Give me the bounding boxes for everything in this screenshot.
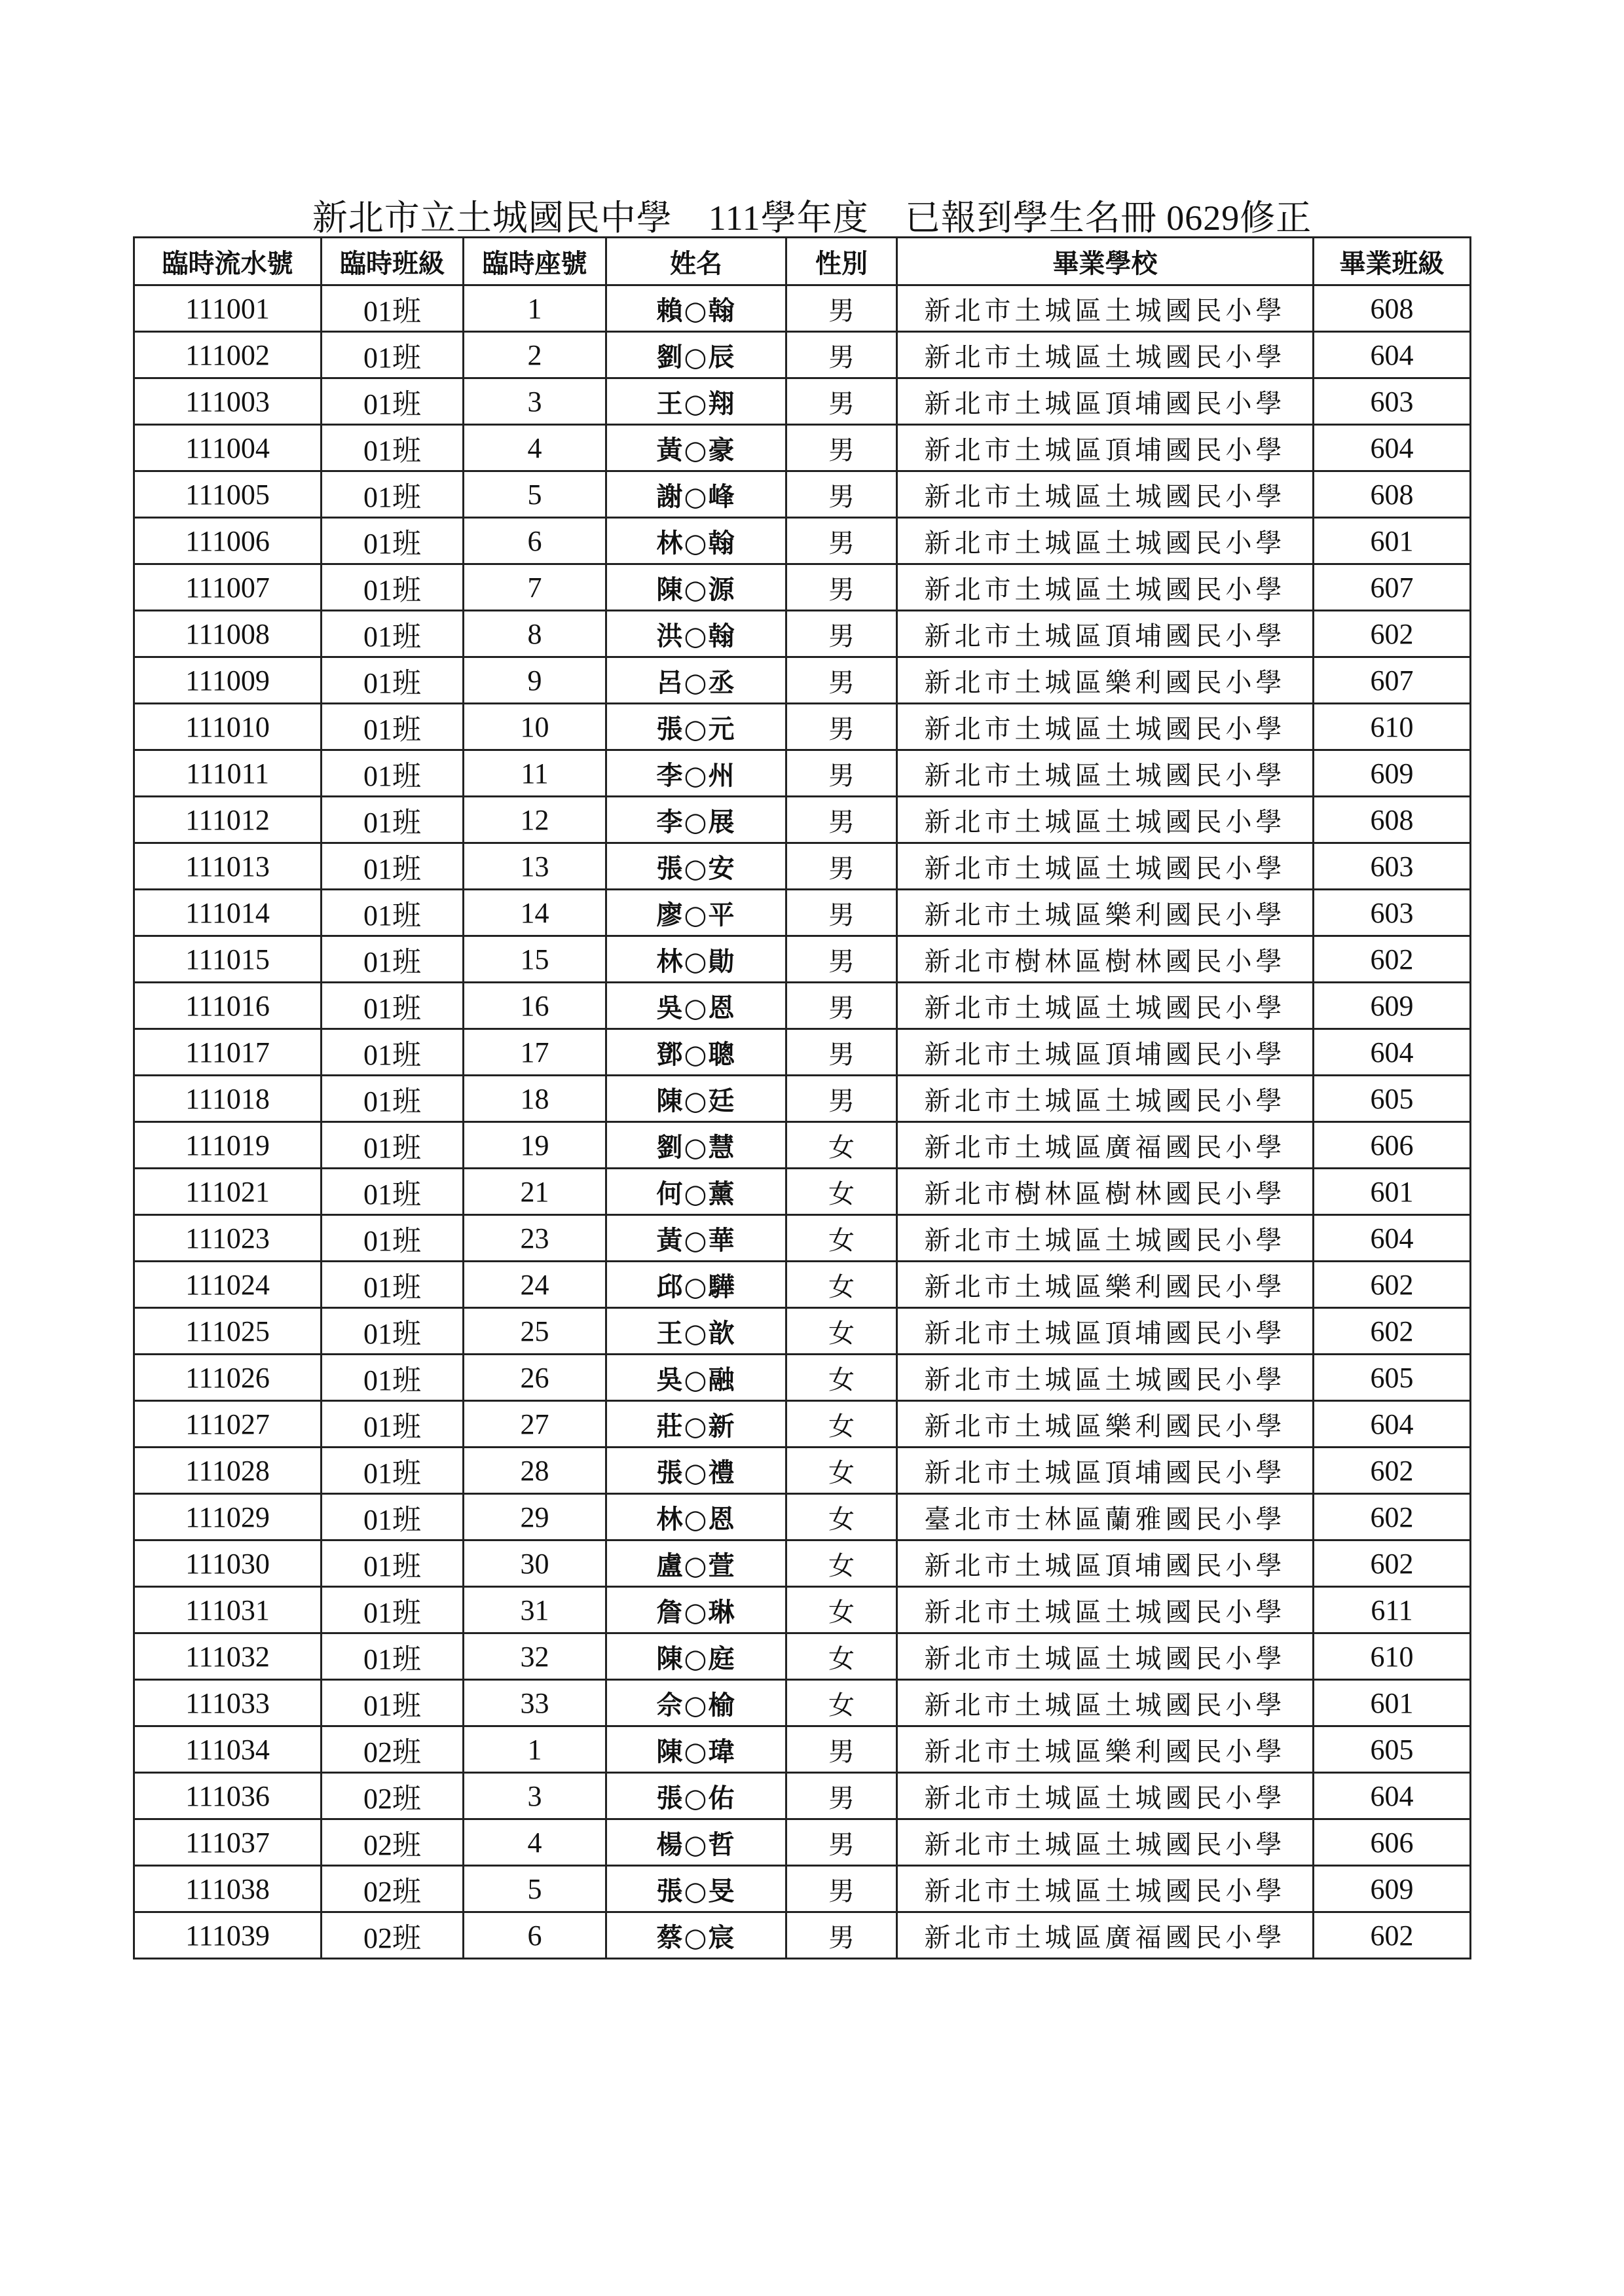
table-row	[134, 1819, 1471, 1866]
cell-name: 佘○榆	[606, 1680, 786, 1726]
cell-class: 01班	[322, 1122, 464, 1169]
cell-gender: 男	[786, 518, 897, 564]
cell-school: 新北市土城區土城國民小學	[897, 704, 1314, 750]
cell-grad-class: 604	[1314, 1773, 1471, 1819]
cell-serial: 111032	[134, 1633, 322, 1680]
cell-serial: 111033	[134, 1680, 322, 1726]
table-row	[134, 1308, 1471, 1355]
cell-seat: 14	[464, 890, 606, 936]
cell-class: 01班	[322, 1540, 464, 1587]
cell-gender: 女	[786, 1448, 897, 1494]
cell-serial: 111018	[134, 1076, 322, 1122]
cell-class: 02班	[322, 1773, 464, 1819]
table-row	[134, 797, 1471, 843]
cell-name: 張○禮	[606, 1448, 786, 1494]
cell-name: 黃○豪	[606, 425, 786, 471]
cell-grad-class: 605	[1314, 1726, 1471, 1773]
cell-name: 李○展	[606, 797, 786, 843]
cell-name: 莊○新	[606, 1401, 786, 1448]
table-row	[134, 1122, 1471, 1169]
cell-serial: 111028	[134, 1448, 322, 1494]
cell-gender: 女	[786, 1540, 897, 1587]
table-row	[134, 1540, 1471, 1587]
table-row	[134, 611, 1471, 657]
cell-name: 楊○哲	[606, 1819, 786, 1866]
cell-school: 新北市土城區土城國民小學	[897, 797, 1314, 843]
cell-grad-class: 602	[1314, 1262, 1471, 1308]
cell-class: 02班	[322, 1726, 464, 1773]
cell-serial: 111012	[134, 797, 322, 843]
cell-gender: 男	[786, 1029, 897, 1076]
table-row	[134, 378, 1471, 425]
cell-gender: 男	[786, 332, 897, 378]
col-header-gender: 性別	[786, 238, 897, 285]
cell-class: 01班	[322, 1308, 464, 1355]
cell-name: 張○安	[606, 843, 786, 890]
cell-school: 新北市土城區樂利國民小學	[897, 1262, 1314, 1308]
cell-serial: 111007	[134, 564, 322, 611]
cell-school: 新北市土城區土城國民小學	[897, 750, 1314, 797]
cell-gender: 女	[786, 1169, 897, 1215]
table-row	[134, 1169, 1471, 1215]
cell-seat: 29	[464, 1494, 606, 1540]
table-row	[134, 285, 1471, 332]
cell-gender: 男	[786, 1819, 897, 1866]
cell-serial: 111017	[134, 1029, 322, 1076]
cell-gender: 女	[786, 1355, 897, 1401]
cell-name: 廖○平	[606, 890, 786, 936]
cell-seat: 10	[464, 704, 606, 750]
cell-grad-class: 601	[1314, 1169, 1471, 1215]
cell-grad-class: 602	[1314, 1494, 1471, 1540]
cell-seat: 26	[464, 1355, 606, 1401]
cell-school: 新北市土城區土城國民小學	[897, 518, 1314, 564]
table-row	[134, 1773, 1471, 1819]
cell-seat: 23	[464, 1215, 606, 1262]
cell-seat: 33	[464, 1680, 606, 1726]
table-row	[134, 890, 1471, 936]
cell-gender: 女	[786, 1587, 897, 1633]
table-row	[134, 1680, 1471, 1726]
col-header-serial: 臨時流水號	[134, 238, 322, 285]
cell-serial: 111024	[134, 1262, 322, 1308]
cell-gender: 男	[786, 1726, 897, 1773]
cell-school: 新北市土城區土城國民小學	[897, 1680, 1314, 1726]
col-header-class: 臨時班級	[322, 238, 464, 285]
cell-class: 01班	[322, 471, 464, 518]
cell-class: 01班	[322, 1401, 464, 1448]
cell-serial: 111003	[134, 378, 322, 425]
cell-name: 王○翔	[606, 378, 786, 425]
cell-serial: 111011	[134, 750, 322, 797]
cell-school: 新北市土城區頂埔國民小學	[897, 378, 1314, 425]
cell-grad-class: 602	[1314, 936, 1471, 983]
table-row	[134, 1215, 1471, 1262]
table-row	[134, 564, 1471, 611]
cell-school: 新北市土城區土城國民小學	[897, 1076, 1314, 1122]
cell-grad-class: 603	[1314, 843, 1471, 890]
cell-seat: 3	[464, 1773, 606, 1819]
cell-serial: 111026	[134, 1355, 322, 1401]
table-row	[134, 1494, 1471, 1540]
cell-serial: 111037	[134, 1819, 322, 1866]
cell-class: 01班	[322, 1633, 464, 1680]
cell-gender: 男	[786, 657, 897, 704]
cell-gender: 男	[786, 750, 897, 797]
cell-class: 01班	[322, 1355, 464, 1401]
table-row	[134, 1912, 1471, 1959]
cell-gender: 男	[786, 890, 897, 936]
cell-school: 新北市土城區頂埔國民小學	[897, 1540, 1314, 1587]
cell-grad-class: 604	[1314, 1401, 1471, 1448]
cell-name: 劉○辰	[606, 332, 786, 378]
cell-school: 新北市土城區土城國民小學	[897, 332, 1314, 378]
cell-name: 張○元	[606, 704, 786, 750]
cell-gender: 男	[786, 1912, 897, 1959]
cell-gender: 男	[786, 1773, 897, 1819]
cell-serial: 111023	[134, 1215, 322, 1262]
table-row	[134, 843, 1471, 890]
cell-grad-class: 604	[1314, 332, 1471, 378]
cell-grad-class: 610	[1314, 1633, 1471, 1680]
cell-serial: 111009	[134, 657, 322, 704]
cell-school: 新北市土城區廣福國民小學	[897, 1122, 1314, 1169]
cell-seat: 21	[464, 1169, 606, 1215]
cell-class: 01班	[322, 378, 464, 425]
cell-gender: 女	[786, 1401, 897, 1448]
cell-gender: 男	[786, 936, 897, 983]
table-row	[134, 983, 1471, 1029]
cell-name: 王○歆	[606, 1308, 786, 1355]
cell-class: 01班	[322, 657, 464, 704]
cell-gender: 男	[786, 1866, 897, 1912]
cell-name: 吳○融	[606, 1355, 786, 1401]
cell-grad-class: 608	[1314, 471, 1471, 518]
header-row	[134, 238, 1471, 285]
cell-name: 陳○廷	[606, 1076, 786, 1122]
cell-serial: 111013	[134, 843, 322, 890]
cell-seat: 4	[464, 425, 606, 471]
cell-seat: 24	[464, 1262, 606, 1308]
col-header-seat: 臨時座號	[464, 238, 606, 285]
cell-seat: 12	[464, 797, 606, 843]
cell-seat: 1	[464, 285, 606, 332]
cell-school: 新北市土城區土城國民小學	[897, 1819, 1314, 1866]
cell-grad-class: 608	[1314, 285, 1471, 332]
cell-seat: 11	[464, 750, 606, 797]
cell-gender: 女	[786, 1308, 897, 1355]
col-header-grad-class: 畢業班級	[1314, 238, 1471, 285]
cell-seat: 5	[464, 1866, 606, 1912]
cell-gender: 女	[786, 1680, 897, 1726]
cell-seat: 17	[464, 1029, 606, 1076]
cell-class: 01班	[322, 611, 464, 657]
cell-gender: 男	[786, 285, 897, 332]
cell-name: 李○州	[606, 750, 786, 797]
cell-name: 鄧○聰	[606, 1029, 786, 1076]
cell-seat: 1	[464, 1726, 606, 1773]
cell-serial: 111027	[134, 1401, 322, 1448]
cell-serial: 111002	[134, 332, 322, 378]
cell-grad-class: 609	[1314, 750, 1471, 797]
cell-school: 新北市土城區土城國民小學	[897, 564, 1314, 611]
cell-gender: 女	[786, 1215, 897, 1262]
cell-seat: 2	[464, 332, 606, 378]
cell-school: 新北市土城區土城國民小學	[897, 843, 1314, 890]
cell-class: 01班	[322, 1029, 464, 1076]
table-row	[134, 1866, 1471, 1912]
cell-school: 新北市土城區樂利國民小學	[897, 890, 1314, 936]
cell-serial: 111008	[134, 611, 322, 657]
table-row	[134, 518, 1471, 564]
cell-gender: 男	[786, 1076, 897, 1122]
cell-class: 02班	[322, 1866, 464, 1912]
cell-class: 01班	[322, 425, 464, 471]
cell-name: 呂○丞	[606, 657, 786, 704]
cell-gender: 男	[786, 378, 897, 425]
cell-serial: 111034	[134, 1726, 322, 1773]
cell-class: 01班	[322, 936, 464, 983]
cell-seat: 25	[464, 1308, 606, 1355]
document-title: 新北市立土城國民中學 111學年度 已報到學生名冊 0629修正	[312, 198, 1312, 238]
cell-class: 01班	[322, 750, 464, 797]
cell-grad-class: 602	[1314, 611, 1471, 657]
cell-school: 新北市土城區土城國民小學	[897, 471, 1314, 518]
cell-class: 01班	[322, 518, 464, 564]
cell-seat: 28	[464, 1448, 606, 1494]
cell-name: 蔡○宸	[606, 1912, 786, 1959]
cell-class: 01班	[322, 1169, 464, 1215]
cell-serial: 111021	[134, 1169, 322, 1215]
cell-school: 新北市土城區土城國民小學	[897, 1633, 1314, 1680]
cell-grad-class: 604	[1314, 425, 1471, 471]
cell-grad-class: 610	[1314, 704, 1471, 750]
table-row	[134, 1029, 1471, 1076]
cell-grad-class: 601	[1314, 1680, 1471, 1726]
cell-class: 01班	[322, 983, 464, 1029]
cell-class: 01班	[322, 1262, 464, 1308]
cell-grad-class: 604	[1314, 1215, 1471, 1262]
cell-seat: 18	[464, 1076, 606, 1122]
cell-school: 新北市土城區土城國民小學	[897, 983, 1314, 1029]
student-roster-table	[133, 236, 1471, 1959]
table-row	[134, 936, 1471, 983]
cell-gender: 女	[786, 1122, 897, 1169]
cell-school: 新北市土城區頂埔國民小學	[897, 1448, 1314, 1494]
cell-seat: 16	[464, 983, 606, 1029]
cell-gender: 男	[786, 564, 897, 611]
cell-grad-class: 609	[1314, 1866, 1471, 1912]
cell-school: 新北市土城區頂埔國民小學	[897, 611, 1314, 657]
cell-name: 林○勛	[606, 936, 786, 983]
cell-seat: 6	[464, 1912, 606, 1959]
cell-serial: 111036	[134, 1773, 322, 1819]
cell-school: 新北市樹林區樹林國民小學	[897, 936, 1314, 983]
cell-serial: 111031	[134, 1587, 322, 1633]
cell-serial: 111016	[134, 983, 322, 1029]
cell-gender: 男	[786, 425, 897, 471]
cell-school: 新北市土城區土城國民小學	[897, 1587, 1314, 1633]
col-header-school: 畢業學校	[897, 238, 1314, 285]
table-row	[134, 332, 1471, 378]
table-row	[134, 1587, 1471, 1633]
cell-class: 01班	[322, 1076, 464, 1122]
cell-grad-class: 602	[1314, 1540, 1471, 1587]
cell-serial: 111004	[134, 425, 322, 471]
cell-name: 陳○源	[606, 564, 786, 611]
cell-class: 02班	[322, 1912, 464, 1959]
cell-grad-class: 611	[1314, 1587, 1471, 1633]
cell-grad-class: 606	[1314, 1122, 1471, 1169]
cell-seat: 6	[464, 518, 606, 564]
cell-seat: 7	[464, 564, 606, 611]
cell-grad-class: 603	[1314, 378, 1471, 425]
cell-school: 新北市土城區樂利國民小學	[897, 1726, 1314, 1773]
cell-name: 林○恩	[606, 1494, 786, 1540]
cell-name: 謝○峰	[606, 471, 786, 518]
cell-seat: 30	[464, 1540, 606, 1587]
cell-seat: 15	[464, 936, 606, 983]
cell-name: 盧○萱	[606, 1540, 786, 1587]
cell-school: 新北市土城區頂埔國民小學	[897, 1308, 1314, 1355]
cell-school: 新北市土城區土城國民小學	[897, 1866, 1314, 1912]
cell-grad-class: 602	[1314, 1448, 1471, 1494]
cell-seat: 19	[464, 1122, 606, 1169]
cell-class: 01班	[322, 1587, 464, 1633]
cell-class: 01班	[322, 797, 464, 843]
cell-serial: 111039	[134, 1912, 322, 1959]
table-row	[134, 704, 1471, 750]
cell-class: 01班	[322, 1494, 464, 1540]
cell-seat: 27	[464, 1401, 606, 1448]
cell-class: 01班	[322, 1680, 464, 1726]
cell-seat: 32	[464, 1633, 606, 1680]
cell-school: 新北市土城區土城國民小學	[897, 285, 1314, 332]
cell-gender: 男	[786, 797, 897, 843]
cell-seat: 31	[464, 1587, 606, 1633]
cell-gender: 男	[786, 704, 897, 750]
cell-gender: 女	[786, 1494, 897, 1540]
cell-class: 01班	[322, 1448, 464, 1494]
cell-grad-class: 602	[1314, 1912, 1471, 1959]
cell-grad-class: 607	[1314, 657, 1471, 704]
cell-school: 新北市土城區樂利國民小學	[897, 1401, 1314, 1448]
table-row	[134, 1401, 1471, 1448]
table-row	[134, 1448, 1471, 1494]
cell-serial: 111005	[134, 471, 322, 518]
cell-gender: 男	[786, 843, 897, 890]
cell-serial: 111038	[134, 1866, 322, 1912]
table-row	[134, 1633, 1471, 1680]
cell-school: 新北市樹林區樹林國民小學	[897, 1169, 1314, 1215]
cell-school: 新北市土城區頂埔國民小學	[897, 425, 1314, 471]
cell-seat: 3	[464, 378, 606, 425]
cell-serial: 111030	[134, 1540, 322, 1587]
cell-school: 新北市土城區頂埔國民小學	[897, 1029, 1314, 1076]
cell-seat: 8	[464, 611, 606, 657]
cell-class: 01班	[322, 564, 464, 611]
cell-seat: 5	[464, 471, 606, 518]
cell-gender: 女	[786, 1262, 897, 1308]
cell-name: 林○翰	[606, 518, 786, 564]
cell-grad-class: 607	[1314, 564, 1471, 611]
table-row	[134, 1726, 1471, 1773]
cell-seat: 13	[464, 843, 606, 890]
cell-serial: 111006	[134, 518, 322, 564]
col-header-name: 姓名	[606, 238, 786, 285]
cell-name: 邱○驊	[606, 1262, 786, 1308]
cell-serial: 111025	[134, 1308, 322, 1355]
cell-name: 洪○翰	[606, 611, 786, 657]
cell-gender: 男	[786, 983, 897, 1029]
cell-gender: 男	[786, 611, 897, 657]
cell-serial: 111001	[134, 285, 322, 332]
cell-name: 何○薰	[606, 1169, 786, 1215]
cell-name: 詹○琳	[606, 1587, 786, 1633]
cell-class: 01班	[322, 704, 464, 750]
cell-grad-class: 609	[1314, 983, 1471, 1029]
cell-name: 張○旻	[606, 1866, 786, 1912]
cell-school: 新北市土城區廣福國民小學	[897, 1912, 1314, 1959]
cell-name: 陳○瑋	[606, 1726, 786, 1773]
cell-serial: 111015	[134, 936, 322, 983]
table-row	[134, 425, 1471, 471]
cell-class: 02班	[322, 1819, 464, 1866]
table-row	[134, 1262, 1471, 1308]
table-row	[134, 471, 1471, 518]
cell-gender: 女	[786, 1633, 897, 1680]
cell-serial: 111010	[134, 704, 322, 750]
cell-serial: 111019	[134, 1122, 322, 1169]
cell-grad-class: 605	[1314, 1355, 1471, 1401]
cell-gender: 男	[786, 471, 897, 518]
cell-school: 臺北市士林區蘭雅國民小學	[897, 1494, 1314, 1540]
cell-serial: 111014	[134, 890, 322, 936]
cell-name: 賴○翰	[606, 285, 786, 332]
cell-school: 新北市土城區土城國民小學	[897, 1215, 1314, 1262]
cell-class: 01班	[322, 285, 464, 332]
cell-class: 01班	[322, 1215, 464, 1262]
table-row	[134, 1355, 1471, 1401]
cell-grad-class: 605	[1314, 1076, 1471, 1122]
cell-name: 張○佑	[606, 1773, 786, 1819]
cell-name: 黃○華	[606, 1215, 786, 1262]
cell-name: 吳○恩	[606, 983, 786, 1029]
cell-seat: 4	[464, 1819, 606, 1866]
table-row	[134, 1076, 1471, 1122]
cell-school: 新北市土城區土城國民小學	[897, 1773, 1314, 1819]
cell-class: 01班	[322, 890, 464, 936]
cell-grad-class: 602	[1314, 1308, 1471, 1355]
cell-grad-class: 603	[1314, 890, 1471, 936]
cell-name: 劉○慧	[606, 1122, 786, 1169]
cell-school: 新北市土城區土城國民小學	[897, 1355, 1314, 1401]
cell-grad-class: 601	[1314, 518, 1471, 564]
cell-seat: 9	[464, 657, 606, 704]
cell-grad-class: 606	[1314, 1819, 1471, 1866]
cell-school: 新北市土城區樂利國民小學	[897, 657, 1314, 704]
cell-grad-class: 604	[1314, 1029, 1471, 1076]
cell-grad-class: 608	[1314, 797, 1471, 843]
cell-class: 01班	[322, 843, 464, 890]
cell-class: 01班	[322, 332, 464, 378]
cell-name: 陳○庭	[606, 1633, 786, 1680]
cell-serial: 111029	[134, 1494, 322, 1540]
table-row	[134, 750, 1471, 797]
table-row	[134, 657, 1471, 704]
